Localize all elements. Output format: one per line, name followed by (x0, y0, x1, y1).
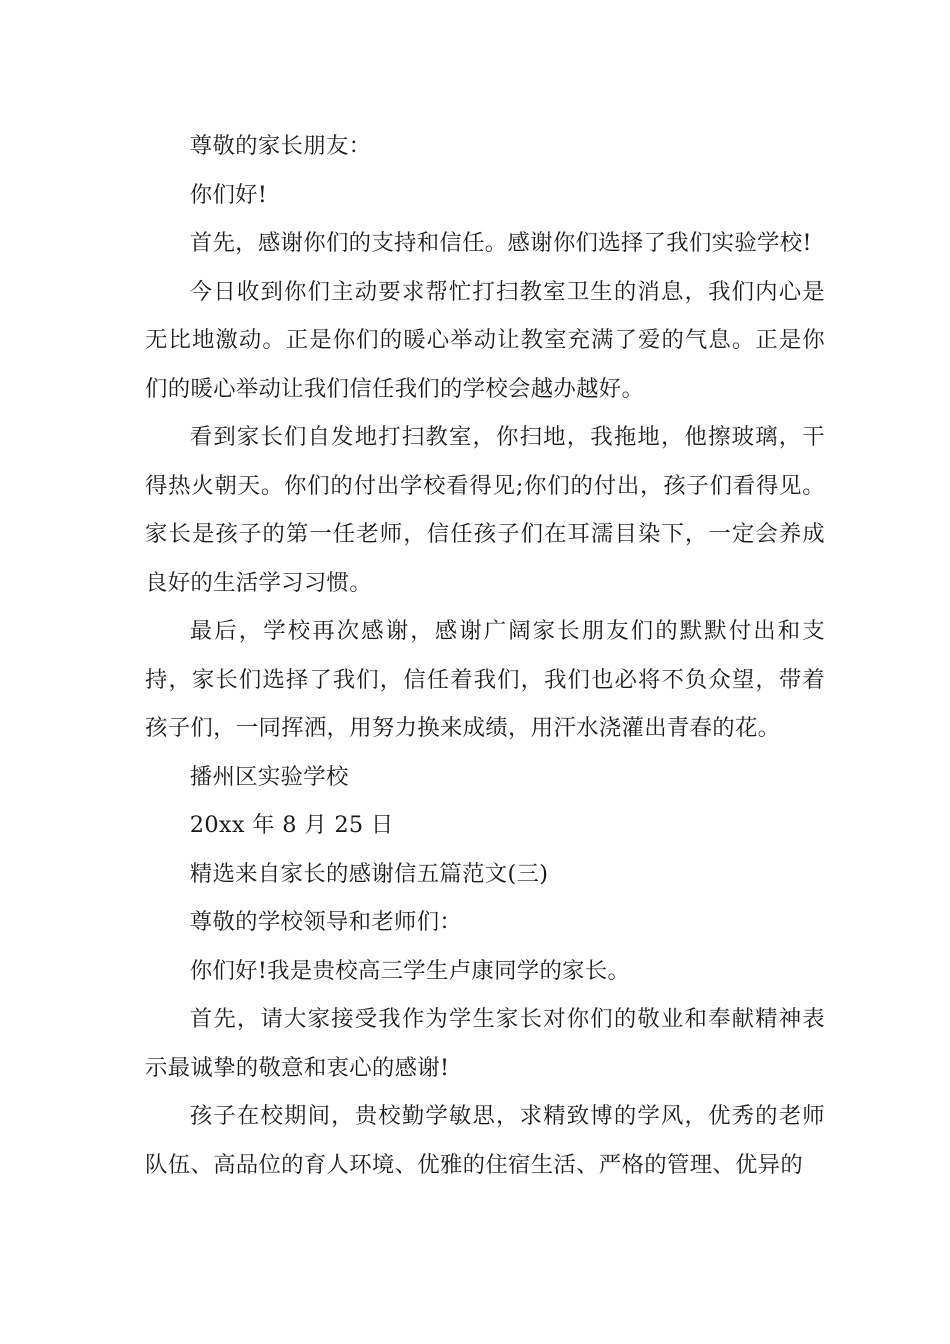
body-paragraph: 首先，感谢你们的支持和信任。感谢你们选择了我们实验学校! (189, 230, 812, 256)
body-paragraph: 孩子在校期间，贵校勤学敏思，求精致博的学风，优秀的老师队伍、高品位的育人环境、优雅的住宿生活、严格的管理、优异的 (145, 1103, 825, 1178)
salutation: 你们好!我是贵校高三学生卢康同学的家长。 (189, 957, 631, 984)
body-paragraph: 首先，请大家接受我作为学生家长对你们的敬业和奉献精神表示最诚挚的敬意和衷心的感谢! (145, 1006, 825, 1081)
signature-school: 播州区实验学校 (189, 763, 349, 790)
body-paragraph: 看到家长们自发地打扫教室，你扫地，我拖地，他擦玻璃，干得热火朝天。你们的付出学校看得见;你们的付出，孩子们看得见。家长是孩子的第一任老师，信任孩子们在耳濡目染下，一定会养成良好的生活学习习惯。 (145, 424, 825, 596)
section-title: 精选来自家长的感谢信五篇范文(三) (189, 860, 549, 887)
letter-body (145, 122, 825, 1189)
greeting: 尊敬的家长朋友： (189, 133, 372, 159)
signature-date: 20xx 年 8 月 25 日 (189, 812, 394, 838)
greeting: 尊敬的学校领导和老师们： (189, 909, 463, 935)
body-paragraph: 最后，学校再次感谢，感谢广阔家长朋友们的默默付出和支持，家长们选择了我们，信任着我们，我们也必将不负众望，带着孩子们，一同挥洒，用努力换来成绩，用汗水浇灌出青春的花。 (145, 618, 825, 741)
salutation: 你们好! (189, 181, 268, 208)
body-paragraph: 今日收到你们主动要求帮忙打扫教室卫生的消息，我们内心是无比地激动。正是你们的暖心举动让教室充满了爱的气息。正是你们的暖心举动让我们信任我们的学校会越办越好。 (145, 278, 825, 402)
